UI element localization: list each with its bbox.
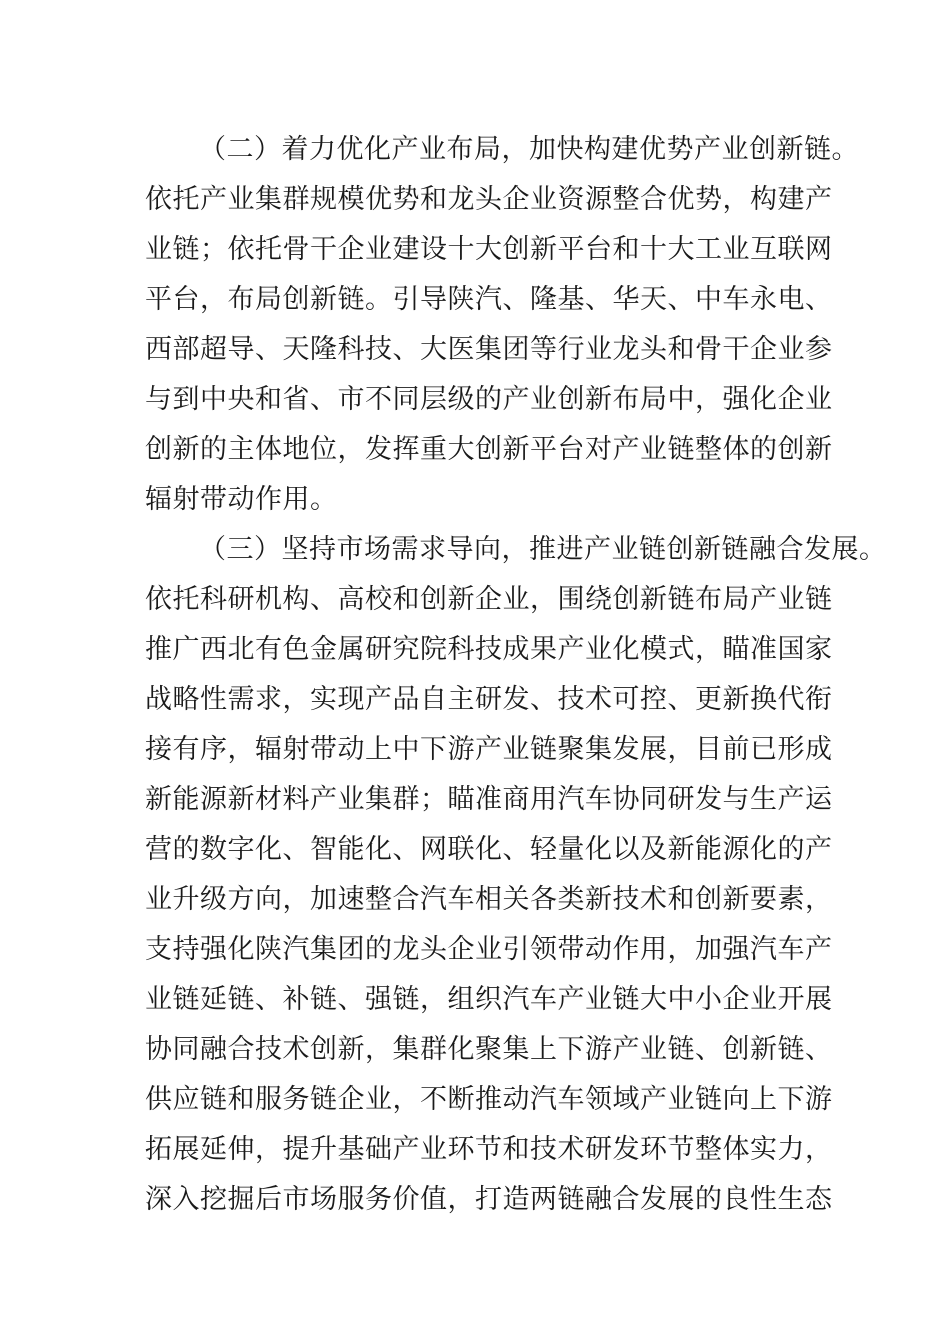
- text-line: 依托产业集群规模优势和龙头企业资源整合优势，构建产: [145, 184, 833, 215]
- text-line: 支持强化陕汽集团的龙头企业引领带动作用，加强汽车产: [145, 934, 833, 965]
- text-line: 拓展延伸，提升基础产业环节和技术研发环节整体实力，: [145, 1134, 833, 1165]
- text-line: 深入挖掘后市场服务价值，打造两链融合发展的良性生态: [145, 1184, 833, 1215]
- text-line: 创新的主体地位，发挥重大创新平台对产业链整体的创新: [145, 434, 833, 465]
- text-line: 新能源新材料产业集群；瞄准商用汽车协同研发与生产运: [145, 784, 833, 815]
- text-line: 供应链和服务链企业，不断推动汽车领域产业链向上下游: [145, 1084, 833, 1115]
- text-line: 推广西北有色金属研究院科技成果产业化模式，瞄准国家: [145, 634, 833, 665]
- text-line: 协同融合技术创新，集群化聚集上下游产业链、创新链、: [145, 1034, 833, 1065]
- text-line: 平台，布局创新链。引导陕汽、隆基、华天、中车永电、: [145, 284, 833, 315]
- text-line: 西部超导、天隆科技、大医集团等行业龙头和骨干企业参: [145, 334, 833, 365]
- text-line: 接有序，辐射带动上中下游产业链聚集发展，目前已形成: [145, 734, 833, 765]
- text-line: 业链；依托骨干企业建设十大创新平台和十大工业互联网: [145, 234, 833, 265]
- text-line: 营的数字化、智能化、网联化、轻量化以及新能源化的产: [145, 834, 833, 865]
- text-line: 战略性需求，实现产品自主研发、技术可控、更新换代衔: [145, 684, 833, 715]
- text-line: 与到中央和省、市不同层级的产业创新布局中，强化企业: [145, 384, 833, 415]
- text-line: 依托科研机构、高校和创新企业，围绕创新链布局产业链: [145, 584, 833, 615]
- text-line: 业链延链、补链、强链，组织汽车产业链大中小企业开展: [145, 984, 833, 1015]
- text-line: 辐射带动作用。: [145, 484, 338, 515]
- paragraph-heading-2: （二）着力优化产业布局，加快构建优势产业创新链。: [199, 134, 859, 165]
- paragraph-heading-3: （三）坚持市场需求导向，推进产业链创新链融合发展。: [199, 534, 887, 565]
- text-line: 业升级方向，加速整合汽车相关各类新技术和创新要素，: [145, 884, 833, 915]
